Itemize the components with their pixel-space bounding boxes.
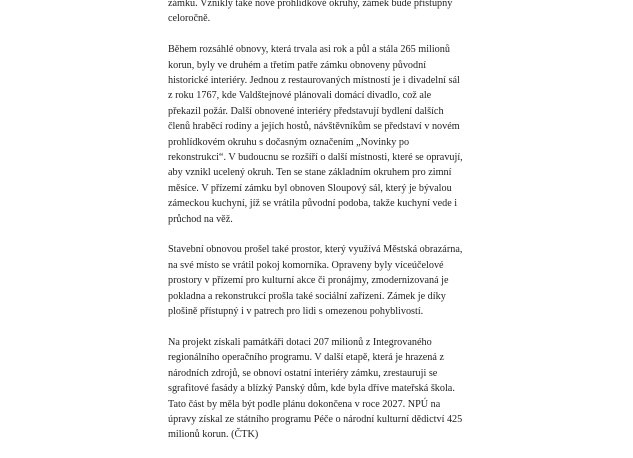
article-paragraph-4: Na projekt získali památkáři dotaci 207 milionů z Integrovaného regionálního operačního programu. V další etapě, která je hrazená z národních zdrojů, se obnoví ostatní interiéry zámku, zrestauruji se sgrafitové fasády a blízký Panský dům, kde byla dříve mateřská škola. Tato část by měla být podle plánu dokončena v roce 2027. NPÚ na úpravy získal ze státního programu Péče o národní kulturní dědictví 425 milionů korun. (ČTK) xyxy=(168,336,463,441)
article-paragraph-1: zámku. Vznikly také nové prohlídkové okruhy, zámek bude přístupný celoročně. xyxy=(168,0,453,25)
article-body xyxy=(168,0,464,458)
article-paragraph-2: Během rozsáhlé obnovy, která trvala asi rok a půl a stála 265 milionů korun, byly ve druhém a třetím patře zámku obnoveny původní historické interiéry. Jednou z restaurovaných místností je i divadelní sál z roku 1767, kde Valdštejnové plánovali domácí divadlo, což ale překazil požár. Další obnovené interiéry představují bydlení dalších členů hraběcí rodiny a jejích hostů, návštěvníkům se představí v novém prohlídkovém okruhu s dočasným označením „Novinky po rekonstrukci“. V budoucnu se rozšíří o další místnosti, které se opravují, aby vznikl ucelený okruh. Ten se stane základním okruhem pro zimní měsíce. V přízemí zámku byl obnoven Sloupový sál, který je bývalou zámeckou kuchyní, jíž se vrátila původní podoba, takže kuchyní vede i průchod na věž. xyxy=(168,44,463,225)
article-paragraph-3: Stavební obnovou prošel také prostor, který využívá Městská obrazárna, na své místo se vrátil pokoj komorníka. Opraveny byly víceúčelové prostory v přízemí pro kulturní akce či pronájmy, zmodernizovaná je pokladna a rekonstrukcí prošla také sociální zařízení. Zámek je díky plošině přístupný i v patrech pro lidi s omezenou pohyblivostí. xyxy=(168,244,463,318)
